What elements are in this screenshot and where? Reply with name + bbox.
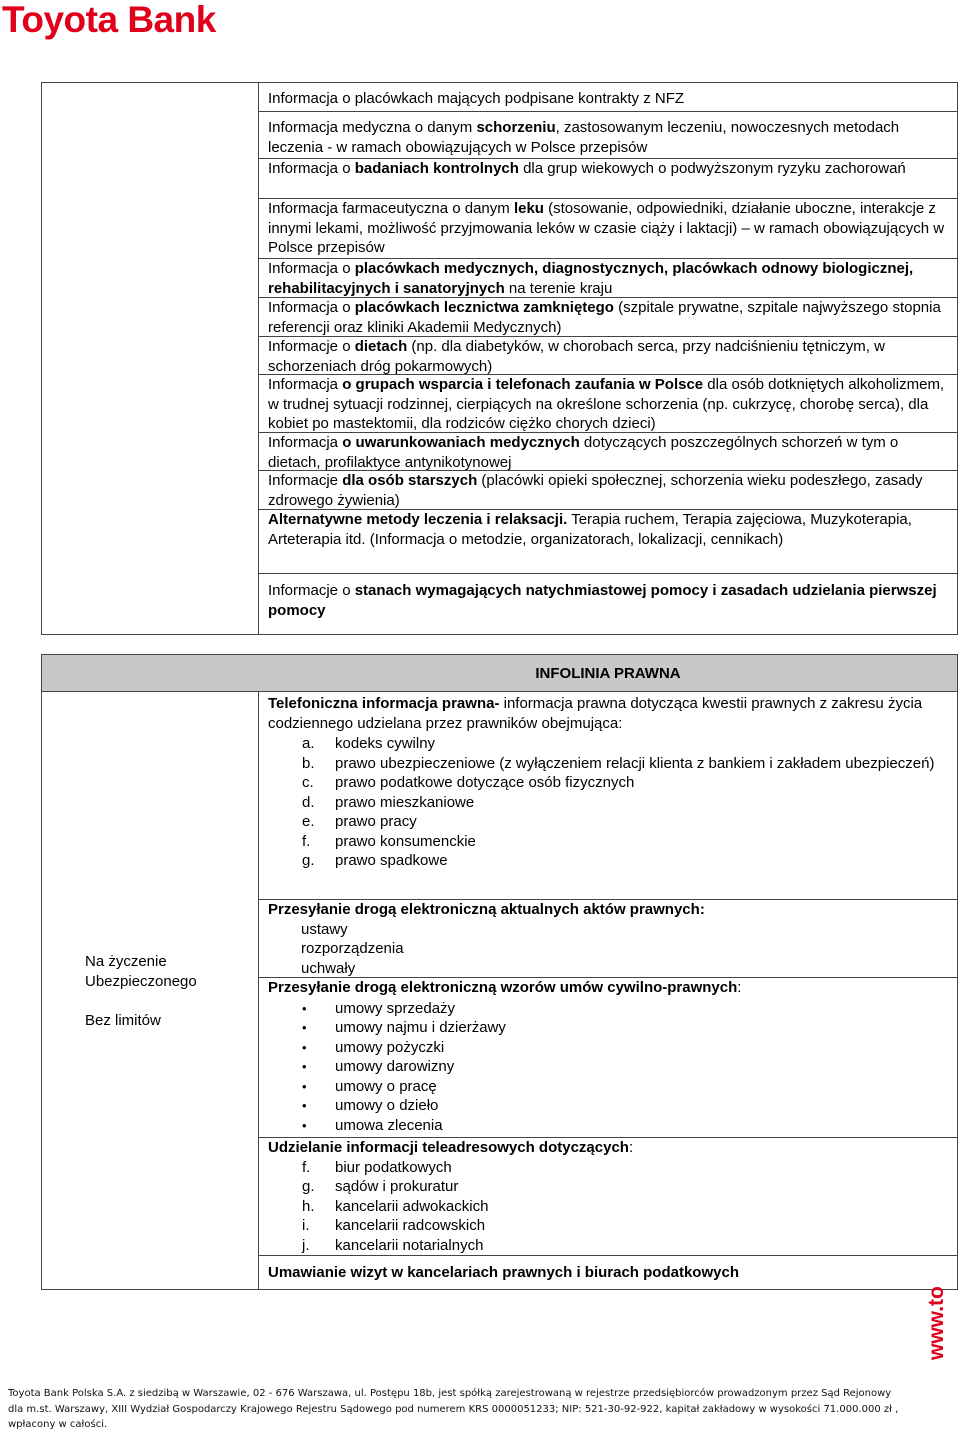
section-heading: Udzielanie informacji teleadresowych dotyczących: (268, 1139, 634, 1156)
section-heading: Przesyłanie drogą elektroniczną aktualnych aktów prawnych: (268, 901, 705, 918)
footer-line-2: dla m.st. Warszawy, XIII Wydział Gospodarczy Krajowego Rejestru Sądowego pod numerem KRS 0000051233; NIP: 521-30-92-922, kapitał zakładowy w wysokości 71.000.000 zł , (8, 1403, 899, 1415)
list-marker: • (302, 1078, 307, 1094)
availability-line-1: Na życzenie (85, 953, 167, 970)
list-item-text: prawo konsumenckie (335, 832, 476, 850)
section-heading: Przesyłanie drogą elektroniczną wzorów umów cywilno-prawnych: (268, 979, 742, 996)
list-item (268, 1236, 949, 1256)
medical-row: Informacje dla osób starszych (placówki opieki społecznej, schorzenia wieku podeszłego, zasady zdrowego żywienia) (259, 471, 957, 510)
list-marker: • (302, 1020, 307, 1035)
list-marker: e. (302, 813, 315, 830)
contact-info-section (259, 1138, 957, 1256)
list-item (268, 1096, 949, 1116)
list-item-text: umowy o dzieło (335, 1097, 439, 1114)
list-item (268, 812, 949, 832)
list-item-text: kancelarii notarialnych (335, 1236, 484, 1254)
list-item-text: kodeks cywilny (335, 735, 436, 752)
law-areas-list (268, 733, 949, 871)
side-url: www.to (925, 1286, 948, 1360)
legal-acts-section (259, 900, 957, 978)
list-marker: f. (302, 1158, 311, 1176)
list-item-text: prawo pracy (335, 813, 417, 830)
toyota-bank-logo: Toyota Bank (2, 0, 216, 40)
list-item: ustawy (301, 920, 348, 938)
list-item-text: umowy najmu i dzierżawy (335, 1019, 506, 1036)
list-marker: f. (302, 832, 311, 850)
medical-row: Informacja o badaniach kontrolnych dla grup wiekowych o podwyższonym ryzyku zachorowań (259, 159, 957, 199)
list-item-text: umowy pożyczki (335, 1038, 445, 1056)
list-item (268, 999, 949, 1019)
list-item-text: umowy o pracę (335, 1077, 437, 1095)
list-item (268, 773, 949, 793)
legal-phone-info-section (259, 694, 957, 900)
list-item-text: prawo mieszkaniowe (335, 793, 475, 811)
medical-row: Informacje o dietach (np. dla diabetyków, w chorobach serca, przy nadciśnieniu tętniczym, w schorzeniach dróg pokarmowych) (259, 337, 957, 375)
medical-row: Informacja o grupach wsparcia i telefonach zaufania w Polsce dla osób dotkniętych alkoholizmem, w trudnej sytuacji rodzinnej, cierpiących na określone schorzenia (np. cukrzycę, chorobę serca), dla kobiet po mastektomii, dla rodziców ciężko chorych dzieci) (259, 375, 957, 433)
list-item-text: umowy darowizny (335, 1058, 455, 1075)
list-item-text: sądów i prokuratur (335, 1178, 459, 1195)
availability-note (85, 952, 197, 1030)
list-marker: i. (302, 1217, 310, 1234)
list-marker: • (302, 1098, 307, 1113)
legal-acts-list (268, 920, 949, 979)
list-item (268, 1038, 949, 1058)
list-item-text: kancelarii adwokackich (335, 1197, 489, 1215)
list-item (268, 851, 949, 871)
footer-legal-note (8, 1386, 953, 1429)
legal-table-right-column (259, 692, 957, 1289)
list-item (268, 1018, 949, 1038)
list-item-text: prawo podatkowe dotyczące osób fizycznych (335, 774, 635, 791)
list-item-text: kancelarii radcowskich (335, 1217, 486, 1234)
list-item (268, 1158, 949, 1178)
contact-info-list (268, 1158, 949, 1256)
limit-note: Bez limitów (85, 1011, 161, 1029)
medical-row: Informacja o uwarunkowaniach medycznych dotyczących poszczególnych schorzeń w tym o dietach, profilaktyce antynikotynowej (259, 433, 957, 471)
medical-row: Informacje o stanach wymagających natychmiastowej pomocy i zasadach udzielania pierwszej pomocy (268, 582, 937, 619)
list-marker: • (302, 1039, 307, 1055)
list-marker: d. (302, 793, 315, 811)
list-marker: b. (302, 754, 315, 772)
availability-line-2: Ubezpieczonego (85, 972, 197, 990)
medical-row: Informacja o placówkach mających podpisane kontrakty z NFZ (259, 89, 957, 112)
list-item (268, 1216, 949, 1236)
list-marker: • (302, 1000, 307, 1016)
list-item (268, 1116, 949, 1136)
section-heading: Umawianie wizyt w kancelariach prawnych i biurach podatkowych (268, 1264, 739, 1281)
list-marker: g. (302, 852, 315, 869)
section-heading: Telefoniczna informacja prawna- informacja prawna dotycząca kwestii prawnych z zakresu życia codziennego udzielana przez prawników obejmująca: (268, 695, 923, 732)
list-item-text: prawo spadkowe (335, 852, 448, 869)
list-item-text: umowy sprzedaży (335, 999, 456, 1017)
list-item (268, 754, 949, 774)
list-marker: • (302, 1117, 307, 1133)
medical-row: Informacja medyczna o danym schorzeniu, zastosowanym leczeniu, nowoczesnych metodach leczenia - w ramach obowiązujących w Polsce przepisów (259, 112, 957, 159)
appointments-section (259, 1256, 957, 1291)
list-item (268, 734, 949, 754)
legal-table-left-column (42, 692, 259, 1289)
medical-row: Alternatywne metody leczenia i relaksacji. Terapia ruchem, Terapia zajęciowa, Muzykoterapia, Arteterapia itd. (Informacja o metodzie, organizatorach, lokalizacji, cennikach) (259, 510, 957, 574)
list-item (268, 1197, 949, 1217)
medical-row: Informacja farmaceutyczna o danym leku (stosowanie, odpowiedniki, działanie uboczne, interakcje z innymi lekami, możliwość przyjmowania leków w czasie ciąży i laktacji) – w ramach obowiązujących w Polsce przepisów (259, 199, 957, 259)
list-item (268, 1077, 949, 1097)
list-marker: j. (302, 1236, 310, 1254)
medical-table-left-column (42, 83, 259, 634)
list-item-text: prawo ubezpieczeniowe (z wyłączeniem relacji klienta z bankiem i zakładem ubezpieczeń) (335, 754, 935, 772)
list-item (268, 832, 949, 852)
contract-templates-list (268, 998, 949, 1136)
list-item: rozporządzenia (301, 940, 404, 957)
list-item (268, 1057, 949, 1077)
list-item-text: umowa zlecenia (335, 1116, 443, 1134)
medical-info-table (41, 82, 958, 635)
list-marker: h. (302, 1197, 315, 1215)
list-item: uchwały (301, 959, 356, 977)
contract-templates-section (259, 978, 957, 1138)
list-item (268, 793, 949, 813)
list-marker: a. (302, 735, 315, 752)
list-marker: g. (302, 1178, 315, 1195)
footer-line-3: wpłacony w całości. (8, 1419, 108, 1429)
list-marker: c. (302, 774, 314, 791)
medical-row: Informacja o placówkach lecznictwa zamkniętego (szpitale prywatne, szpitale najwyższego stopnia referencji oraz kliniki Akademii Medycznych) (259, 298, 957, 337)
medical-row: Informacja o placówkach medycznych, diagnostycznych, placówkach odnowy biologicznej, rehabilitacyjnych i sanatoryjnych na terenie kraju (259, 259, 957, 298)
medical-table-right-column (259, 83, 957, 634)
list-item (268, 1177, 949, 1197)
list-marker: • (302, 1059, 307, 1074)
footer-line-1: Toyota Bank Polska S.A. z siedzibą w Warszawie, 02 - 676 Warszawa, ul. Postępu 18b, jest spółką zarejestrowaną w rejestrze przedsiębiorców prowadzonym przez Sąd Rejonowy (8, 1388, 892, 1399)
legal-table-title: INFOLINIA PRAWNA (535, 665, 681, 682)
list-item-text: biur podatkowych (335, 1158, 452, 1176)
legal-hotline-table (41, 654, 958, 1290)
